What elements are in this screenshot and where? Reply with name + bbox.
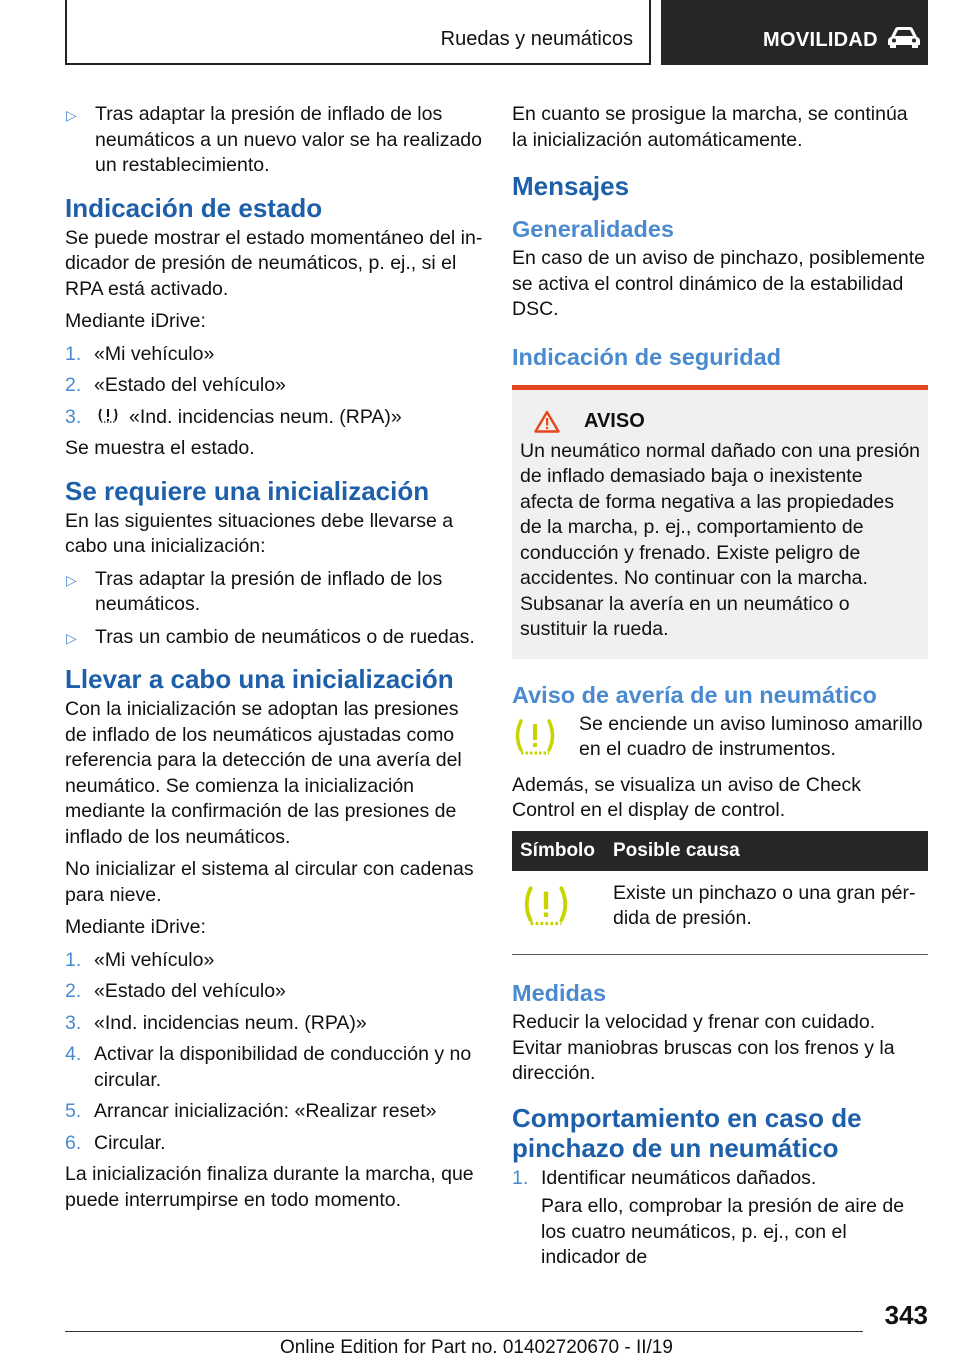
warning-text: Un neumático normal dañado con una presión de inflado demasiado baja o inexistente afecta de forma negativa a las propiedades de la marcha, p. ej., comportamiento de conducción y frenado. Existe peligro de accidentes. No continuar con la marcha. Subsanar la avería en un neumático o sustituir la rueda. (520, 439, 921, 640)
tpms-indicator-row (512, 712, 928, 763)
paragraph: Se muestra el estado. (65, 437, 255, 459)
tire-pressure-icon (97, 407, 119, 425)
footer-divider (65, 1331, 863, 1332)
list-item: 2. «Estado del vehículo» (65, 374, 286, 396)
paragraph: Mediante iDrive: (65, 310, 206, 332)
warning-title: AVISO (584, 409, 645, 432)
heading-indicacion-estado: Indicación de estado (65, 192, 323, 223)
symbol-table (512, 831, 928, 956)
heading-mensajes: Mensajes (512, 171, 630, 201)
paragraph: Con la inicialización se adoptan las presiones de inflado de los neumáticos ajustadas como referencia para la detección de una avería del neumático. Se comienza la inicialización mediante la confirmación de las presiones de inflado de los neumáticos. (65, 698, 462, 848)
warning-box (512, 385, 928, 659)
table-cell-symbol (512, 871, 605, 955)
heading-llevar-a-cabo: Llevar a cabo una inicialización (65, 664, 454, 694)
right-column (512, 102, 928, 1271)
list-item: 1. «Mi vehículo» (65, 342, 215, 365)
heading-comportamiento: Comportamiento en caso de pinchazo de un neumático (512, 1102, 862, 1163)
paragraph: Se puede mostrar el estado momentáneo del indicador de presión de neumáticos, p. ej., si el RPA está activado. (65, 226, 483, 300)
page-header (65, 0, 928, 65)
warning-header (520, 410, 920, 433)
car-icon (887, 26, 921, 48)
paragraph: Además, se visualiza un aviso de Check Control en el display de control. (512, 773, 862, 821)
list-item: ▷ Tras adaptar la presión de inflado de los neumáticos a un nuevo valor se ha realizado un restablecimiento. (66, 103, 482, 176)
tpms-indicator (512, 712, 579, 763)
list-item: ▷ Tras adaptar la presión de inflado de los neumáticos. (66, 567, 443, 615)
list-item-detail: Para ello, comprobar la presión de aire de los cuatro neumáticos, p. ej., con el indicador de (541, 1195, 905, 1268)
paragraph: En las siguientes situaciones debe llevarse a cabo una inicialización: (65, 509, 454, 557)
paragraph: En caso de un aviso de pinchazo, posiblemente se activa el control dinámico de la estabilidad DSC. (512, 247, 926, 320)
edition-footer: Online Edition for Part no. 01402720670 - II/19 (280, 1337, 673, 1358)
tire-pressure-warning-icon (520, 885, 572, 929)
page-number: 343 (884, 1300, 928, 1330)
table-header-symbol: Símbolo (512, 831, 605, 871)
left-column (65, 102, 483, 1220)
table-header-cause: Posible causa (605, 831, 928, 871)
list-item: 1. Identificar neumáticos dañados. (512, 1166, 817, 1189)
list-item: 4. Activar la disponibilidad de conducción y no circular. (65, 1043, 472, 1091)
heading-aviso-averia: Aviso de avería de un neumático (512, 681, 877, 708)
chapter-title: MOVILIDAD (763, 29, 878, 51)
list-item: 3. «Ind. incidencias neum. (RPA)» (65, 405, 402, 428)
triangle-bullet-icon: ▷ (66, 107, 77, 123)
list-item: ▷ Tras un cambio de neumáticos o de ruedas. (65, 625, 483, 651)
list-item: 6. Circular. (65, 1131, 166, 1154)
triangle-bullet-icon: ▷ (66, 629, 77, 646)
section-title: Ruedas y neumáticos (440, 28, 633, 50)
warning-triangle-icon (534, 410, 560, 433)
paragraph: No inicializar el sistema al circular con cadenas para nieve. (65, 858, 474, 906)
paragraph: La inicialización finaliza durante la marcha, que puede interrumpirse en todo momento. (65, 1163, 474, 1211)
heading-generalidades: Generalidades (512, 216, 674, 242)
section-tab (65, 0, 651, 65)
list-item: 3. «Ind. incidencias neum. (RPA)» (65, 1011, 367, 1034)
list-item: 2. «Estado del vehículo» (65, 980, 286, 1002)
heading-medidas: Medidas (512, 980, 607, 1006)
table-row (512, 871, 928, 955)
paragraph: Se enciende un aviso luminoso amarillo en el cuadro de instrumentos. (579, 712, 923, 760)
chapter-tab (661, 0, 928, 65)
triangle-bullet-icon: ▷ (66, 571, 77, 588)
paragraph: Reducir la velocidad y frenar con cuidado. Evitar maniobras bruscas con los frenos y la dirección. (512, 1011, 895, 1084)
heading-indicacion-seguridad: Indicación de seguridad (512, 343, 781, 370)
heading-se-requiere: Se requiere una inicialización (65, 475, 430, 506)
list-item: 5. Arrancar inicialización: «Realizar reset» (65, 1100, 437, 1122)
table-cell-cause: Existe un pinchazo o una gran pérdida de presión. (605, 871, 928, 955)
list-item: 1. «Mi vehículo» (65, 948, 215, 971)
tire-pressure-warning-icon (512, 718, 558, 758)
paragraph: En cuanto se prosigue la marcha, se continúa la inicialización automáticamente. (512, 103, 908, 151)
paragraph: Mediante iDrive: (65, 916, 206, 938)
